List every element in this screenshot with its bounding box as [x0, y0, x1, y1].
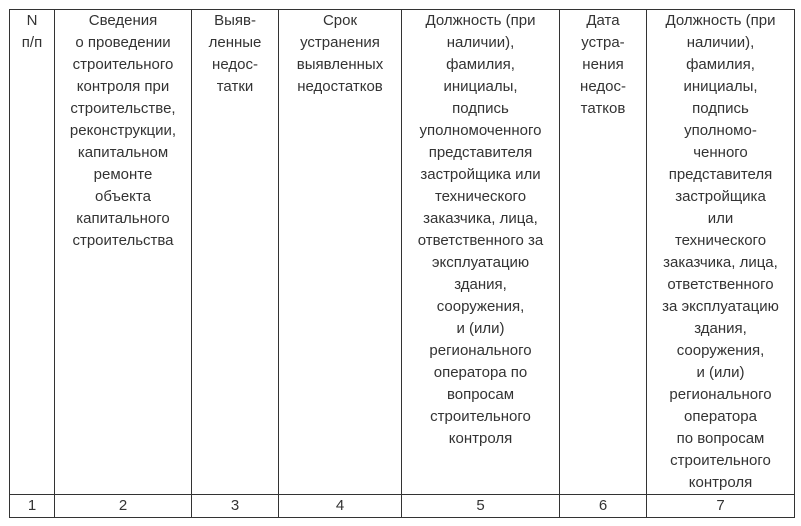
column-number-cell: 4 [279, 495, 402, 518]
header-cell-fix-date: Дата устра- нения недос- татков [560, 10, 647, 495]
column-number-cell: 6 [560, 495, 647, 518]
header-cell-defects: Выяв- ленные недос- татки [192, 10, 279, 495]
header-cell-number: N п/п [10, 10, 55, 495]
header-cell-representative: Должность (при наличии), фамилия, инициалы, подпись уполномоченного представителя застройщика или технического заказчика, лица, ответственного за эксплуатацию здания, сооружения, и (или) регионального оператора по вопросам строительного контроля [402, 10, 560, 495]
header-cell-control-info: Сведения о проведении строительного контроля при строительстве, реконструкции, капитальном ремонте объекта капитального строительства [55, 10, 192, 495]
header-cell-deadline: Срок устранения выявленных недостатков [279, 10, 402, 495]
column-number-cell: 3 [192, 495, 279, 518]
construction-control-table [9, 9, 795, 518]
table-header-row [10, 10, 795, 495]
column-number-row [10, 495, 795, 518]
journal-form [9, 9, 795, 518]
column-number-cell: 7 [647, 495, 795, 518]
column-number-cell: 5 [402, 495, 560, 518]
header-cell-representative-confirm: Должность (при наличии), фамилия, инициалы, подпись уполномо- ченного представителя застройщика или технического заказчика, лица, ответственного за эксплуатацию здания, сооружения, и (или) регионального оператора по вопросам строительного контроля [647, 10, 795, 495]
column-number-cell: 2 [55, 495, 192, 518]
column-number-cell: 1 [10, 495, 55, 518]
